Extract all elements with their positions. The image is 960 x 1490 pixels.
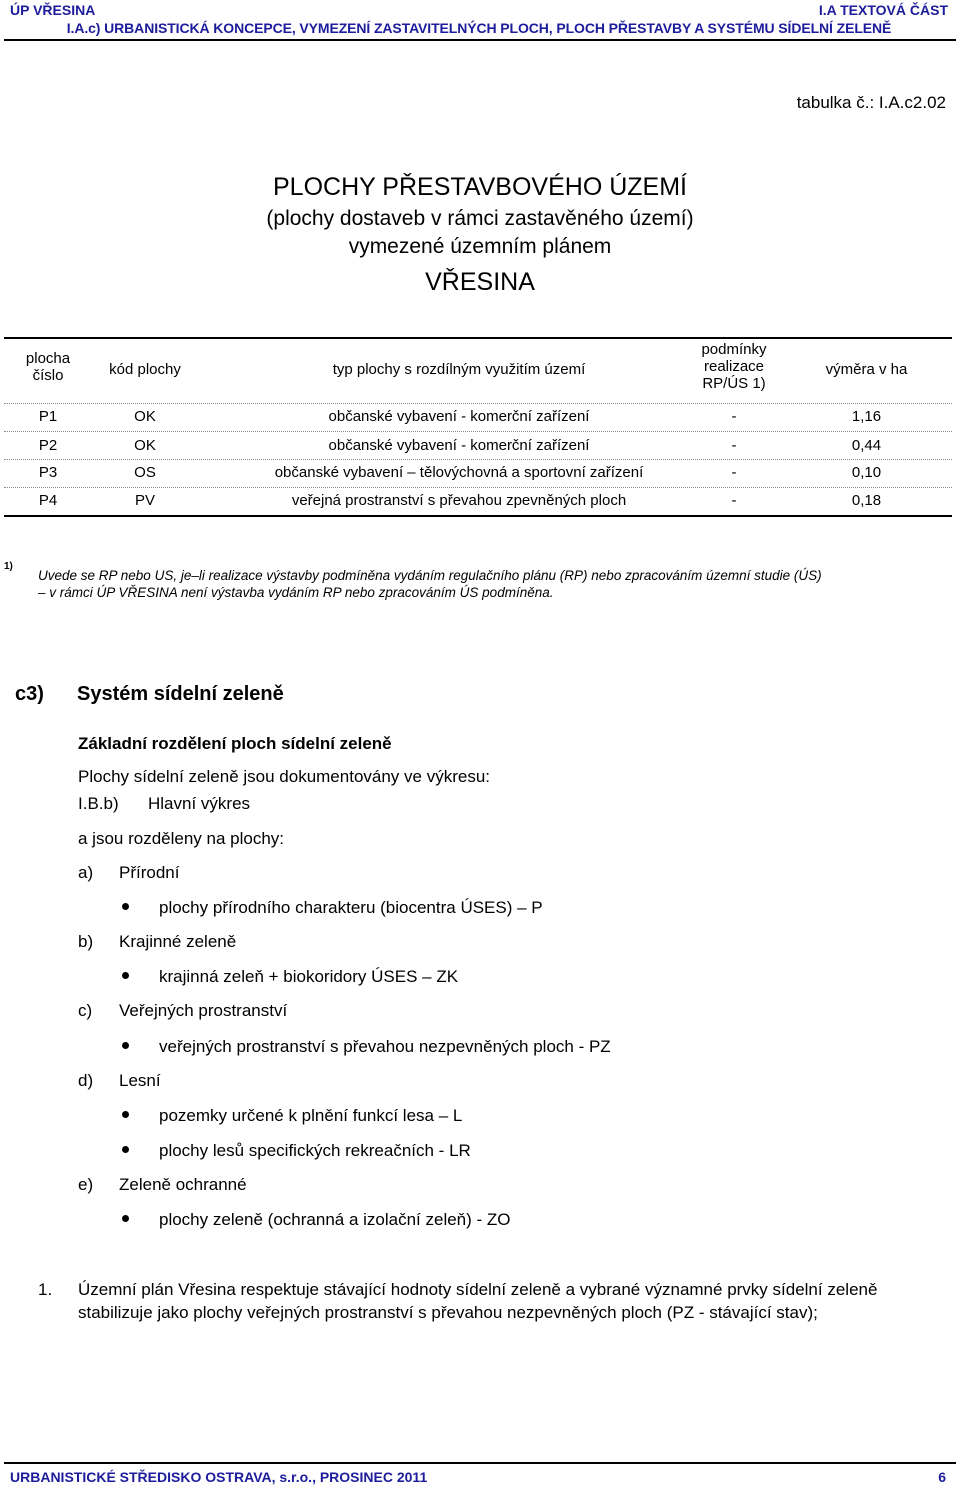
header-plot-number-line2: číslo	[32, 367, 64, 384]
row-divider	[4, 459, 952, 460]
list-item	[78, 863, 179, 883]
bullet-text: plochy přírodního charakteru (biocentra ÚSES) – P	[159, 898, 543, 917]
header-plot-number	[4, 350, 92, 384]
header-right: I.A TEXTOVÁ ČÁST	[818, 2, 948, 18]
page-number: 6	[938, 1469, 946, 1485]
bullet-icon	[122, 1146, 129, 1153]
list-item	[78, 932, 236, 952]
bullet-icon	[122, 903, 129, 910]
list-item	[78, 1175, 247, 1195]
bullet-icon	[122, 1215, 129, 1222]
header-conditions-line3: RP/ÚS 1)	[702, 375, 766, 392]
list-label: Veřejných prostranství	[119, 1001, 288, 1020]
list-key: c)	[78, 1001, 93, 1020]
row-divider	[4, 403, 952, 404]
drawing-reference	[78, 794, 250, 814]
list-key: a)	[78, 863, 94, 882]
cell-plot-code: OK	[134, 408, 156, 425]
cell-plot-id: P4	[38, 492, 58, 509]
bullet-item	[122, 1037, 611, 1057]
footnote-mark: 1)	[4, 561, 13, 572]
cell-plot-type: veřejná prostranství s převahou zpevněných ploch	[291, 492, 627, 509]
list-label: Přírodní	[119, 863, 180, 882]
list-key: b)	[78, 932, 94, 951]
drawing-name: Hlavní výkres	[148, 794, 251, 813]
list-label: Lesní	[119, 1071, 161, 1090]
header-plot-type: typ plochy s rozdílným využitím území	[332, 361, 586, 378]
bullet-item	[122, 898, 543, 918]
header-subtitle: I.A.c) URBANISTICKÁ KONCEPCE, VYMEZENÍ ZASTAVITELNÝCH PLOCH, PLOCH PŘESTAVBY A SYSTÉMU SÍDELNÍ ZELENĚ	[66, 20, 892, 36]
cell-conditions: -	[731, 408, 737, 425]
table-bottom-rule	[4, 515, 952, 517]
header-conditions-line1: podmínky	[701, 341, 767, 358]
table-reference: tabulka č.: I.A.c2.02	[796, 93, 946, 112]
list-item	[78, 1001, 287, 1021]
cell-plot-type: občanské vybavení – tělovýchovná a sportovní zařízení	[274, 464, 644, 481]
bullet-text: plochy lesů specifických rekreačních - LR	[159, 1141, 471, 1160]
cell-area: 1,16	[851, 408, 882, 425]
cell-plot-code: PV	[134, 492, 155, 509]
bullet-text: veřejných prostranství s převahou nezpevněných ploch - PZ	[159, 1037, 611, 1056]
bullet-item	[122, 1210, 511, 1230]
cell-area: 0,44	[851, 437, 882, 454]
header-conditions	[684, 341, 784, 392]
drawing-code: I.B.b)	[78, 794, 119, 813]
cell-plot-type: občanské vybavení - komerční zařízení	[328, 437, 590, 454]
bullet-text: plochy zeleně (ochranná a izolační zeleň) - ZO	[159, 1210, 511, 1229]
paragraph-number: 1.	[38, 1280, 53, 1299]
footnote-text	[38, 567, 950, 601]
cell-conditions: -	[731, 437, 737, 454]
footnote-line: Uvede se RP nebo US, je–li realizace výstavby podmíněna vydáním regulačního plánu (RP) nebo zpracováním územní studie (ÚS)	[38, 568, 822, 583]
header-left: ÚP VŘESINA	[10, 2, 96, 18]
bullet-icon	[122, 1042, 129, 1049]
row-divider	[4, 487, 952, 488]
header-rule	[4, 39, 956, 41]
bullet-item	[122, 1141, 471, 1161]
bullet-icon	[122, 972, 129, 979]
cell-conditions: -	[731, 492, 737, 509]
cell-plot-code: OK	[134, 437, 156, 454]
header-conditions-line2: realizace	[703, 358, 765, 375]
header-plot-code: kód plochy	[109, 361, 181, 378]
running-header	[10, 2, 948, 18]
bullet-text: pozemky určené k plnění funkcí lesa – L	[159, 1106, 463, 1125]
paragraph-text: Územní plán Vřesina respektuje stávající hodnoty sídelní zeleně a vybrané významné prvky sídelní zeleně stabilizuje jako plochy veřejných prostranství s převahou nezpevněných ploch (PZ - stávající stav);	[78, 1280, 878, 1322]
cell-plot-code: OS	[134, 464, 156, 481]
cell-conditions: -	[731, 464, 737, 481]
paragraph: a jsou rozděleny na plochy:	[78, 829, 285, 848]
section-title: Systém sídelní zeleně	[77, 683, 284, 705]
cell-plot-id: P3	[38, 464, 58, 481]
cell-plot-id: P1	[38, 408, 58, 425]
section-subtitle: Základní rozdělení ploch sídelní zeleně	[78, 734, 392, 753]
list-label: Zeleně ochranné	[119, 1175, 247, 1194]
bullet-icon	[122, 1111, 129, 1118]
header-area: výměra v ha	[825, 361, 908, 378]
section-number: c3)	[15, 683, 44, 705]
footer-rule	[4, 1462, 956, 1464]
page-subtitle-2: vymezené územním plánem	[348, 235, 612, 258]
cell-area: 0,18	[851, 492, 882, 509]
municipality-title: VŘESINA	[425, 268, 535, 296]
list-label: Krajinné zeleně	[119, 932, 237, 951]
list-item	[78, 1071, 161, 1091]
list-key: d)	[78, 1071, 94, 1090]
page-title: PLOCHY PŘESTAVBOVÉHO ÚZEMÍ	[273, 173, 687, 201]
header-plot-number-line1: plocha	[25, 350, 71, 367]
bullet-item	[122, 1106, 462, 1126]
paragraph: Plochy sídelní zeleně jsou dokumentovány ve výkresu:	[78, 767, 491, 786]
bullet-item	[122, 967, 458, 987]
section-heading	[15, 683, 284, 706]
footer-text: URBANISTICKÉ STŘEDISKO OSTRAVA, s.r.o., PROSINEC 2011	[10, 1469, 428, 1485]
page-subtitle: (plochy dostaveb v rámci zastavěného území)	[266, 207, 694, 230]
table-top-rule	[4, 337, 952, 339]
bullet-text: krajinná zeleň + biokoridory ÚSES – ZK	[159, 967, 459, 986]
row-divider	[4, 431, 952, 432]
cell-plot-type: občanské vybavení - komerční zařízení	[328, 408, 590, 425]
cell-plot-id: P2	[38, 437, 58, 454]
footnote-line: – v rámci ÚP VŘESINA není výstavba vydáním RP nebo zpracováním ÚS podmíněna.	[38, 585, 554, 600]
list-key: e)	[78, 1175, 94, 1194]
cell-area: 0,10	[851, 464, 882, 481]
